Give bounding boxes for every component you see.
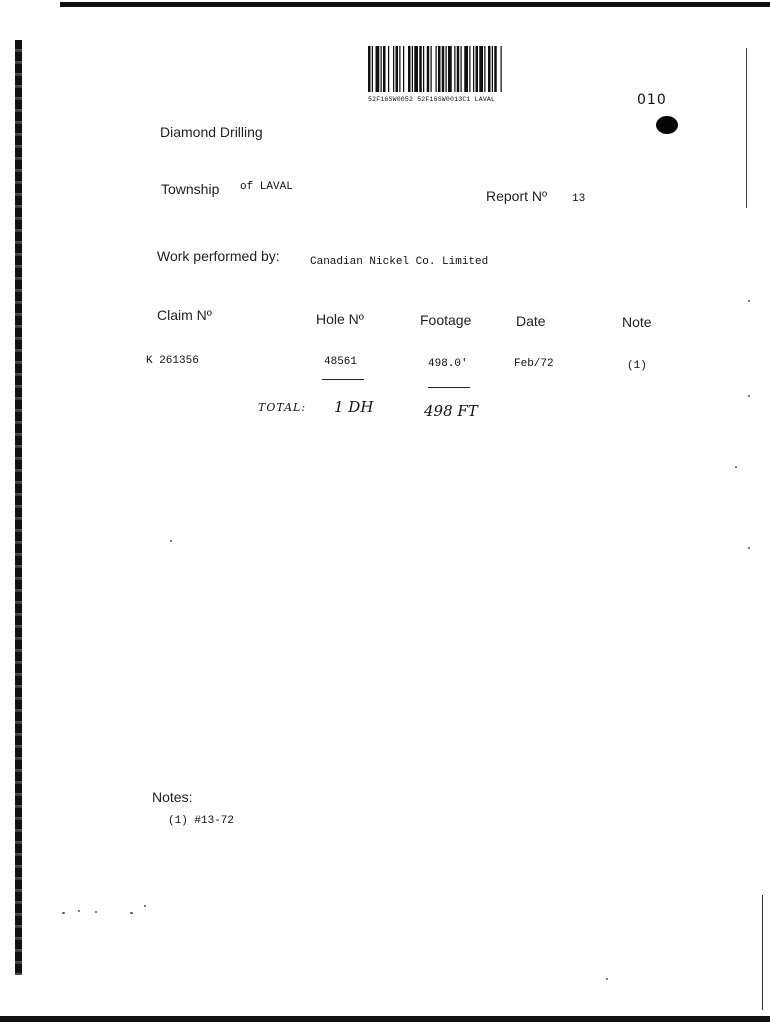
- cell-hole: 48561: [324, 356, 358, 368]
- barcode-bar: [476, 46, 479, 92]
- barcode-bar: [423, 46, 424, 92]
- scan-bottom-border: [0, 1016, 770, 1022]
- scan-speck: [748, 547, 750, 549]
- scan-speck: [95, 911, 97, 913]
- barcode-bar: [403, 46, 404, 92]
- barcode-bar: [469, 46, 470, 92]
- scan-speck: [606, 978, 608, 980]
- cell-note: (1): [627, 360, 647, 372]
- barcode-bar: [399, 46, 400, 92]
- scan-speck: [170, 540, 172, 542]
- total-label: TOTAL:: [258, 401, 307, 414]
- scan-speck: [130, 912, 133, 914]
- total-footage: 498 FT: [424, 402, 478, 420]
- cell-date: Feb/72: [514, 358, 554, 370]
- barcode-bar: [442, 46, 445, 92]
- document-title: Diamond Drilling: [160, 124, 263, 140]
- document-number: 010: [637, 92, 667, 108]
- barcode-bar: [368, 46, 371, 92]
- total-underline-hole: [322, 379, 364, 380]
- township-value: of LAVAL: [240, 181, 293, 193]
- punch-hole-mark: [656, 116, 678, 134]
- barcode-bars: [366, 44, 586, 94]
- barcode-bar: [464, 46, 468, 92]
- scan-speck: [78, 910, 80, 912]
- column-header-date: Date: [516, 313, 546, 329]
- barcode-bar: [461, 46, 462, 92]
- barcode-caption: 52F16SW0052 52F16SW0013C1 LAVAL: [368, 96, 496, 103]
- barcode-bar: [488, 46, 491, 92]
- barcode-bar: [501, 46, 502, 92]
- barcode-bar: [393, 46, 394, 92]
- barcode-bar: [419, 46, 422, 92]
- report-number-value: 13: [572, 193, 586, 205]
- scan-speck: [748, 395, 750, 397]
- barcode-bar: [396, 46, 399, 92]
- barcode-bar: [479, 46, 483, 92]
- barcode-bar: [372, 46, 373, 92]
- barcode-bar: [412, 46, 413, 92]
- barcode-bar: [381, 46, 382, 92]
- barcode-bar: [454, 46, 455, 92]
- scan-speck: [735, 466, 737, 468]
- barcode: [366, 44, 586, 106]
- barcode-bar: [438, 46, 441, 92]
- barcode-bar: [446, 46, 447, 92]
- barcode-bar: [436, 46, 437, 92]
- total-underline-footage: [428, 387, 470, 388]
- scan-right-edge-lower: [762, 895, 763, 1010]
- barcode-bar: [383, 46, 386, 92]
- barcode-bar: [388, 46, 389, 92]
- scan-top-border: [60, 2, 770, 7]
- scan-left-edge: [15, 40, 22, 975]
- report-number-label: Report Nº: [486, 188, 548, 204]
- cell-footage: 498.0': [428, 358, 468, 370]
- cell-claim: K 261356: [146, 355, 199, 367]
- work-performed-value: Canadian Nickel Co. Limited: [310, 256, 489, 268]
- township-label: Township: [161, 181, 220, 197]
- barcode-bar: [414, 46, 418, 92]
- barcode-bar: [494, 46, 497, 92]
- barcode-bar: [376, 46, 380, 92]
- scan-right-edge: [746, 48, 747, 208]
- barcode-bar: [457, 46, 460, 92]
- scan-speck: [748, 300, 750, 302]
- barcode-bar: [448, 46, 452, 92]
- barcode-bar: [473, 46, 474, 92]
- column-header-note: Note: [622, 314, 652, 330]
- barcode-bar: [427, 46, 430, 92]
- notes-heading: Notes:: [152, 789, 193, 805]
- total-holes: 1 DH: [334, 398, 374, 416]
- scan-speck: [62, 912, 65, 914]
- barcode-bar: [484, 46, 485, 92]
- barcode-bar: [431, 46, 432, 92]
- column-header-claim: Claim Nº: [157, 307, 212, 323]
- work-performed-label: Work performed by:: [157, 248, 280, 264]
- barcode-bar: [408, 46, 411, 92]
- note-item: (1) #13-72: [168, 815, 235, 827]
- column-header-hole: Hole Nº: [316, 311, 364, 327]
- scan-speck: [144, 905, 146, 907]
- barcode-bar: [492, 46, 493, 92]
- column-header-footage: Footage: [420, 312, 472, 328]
